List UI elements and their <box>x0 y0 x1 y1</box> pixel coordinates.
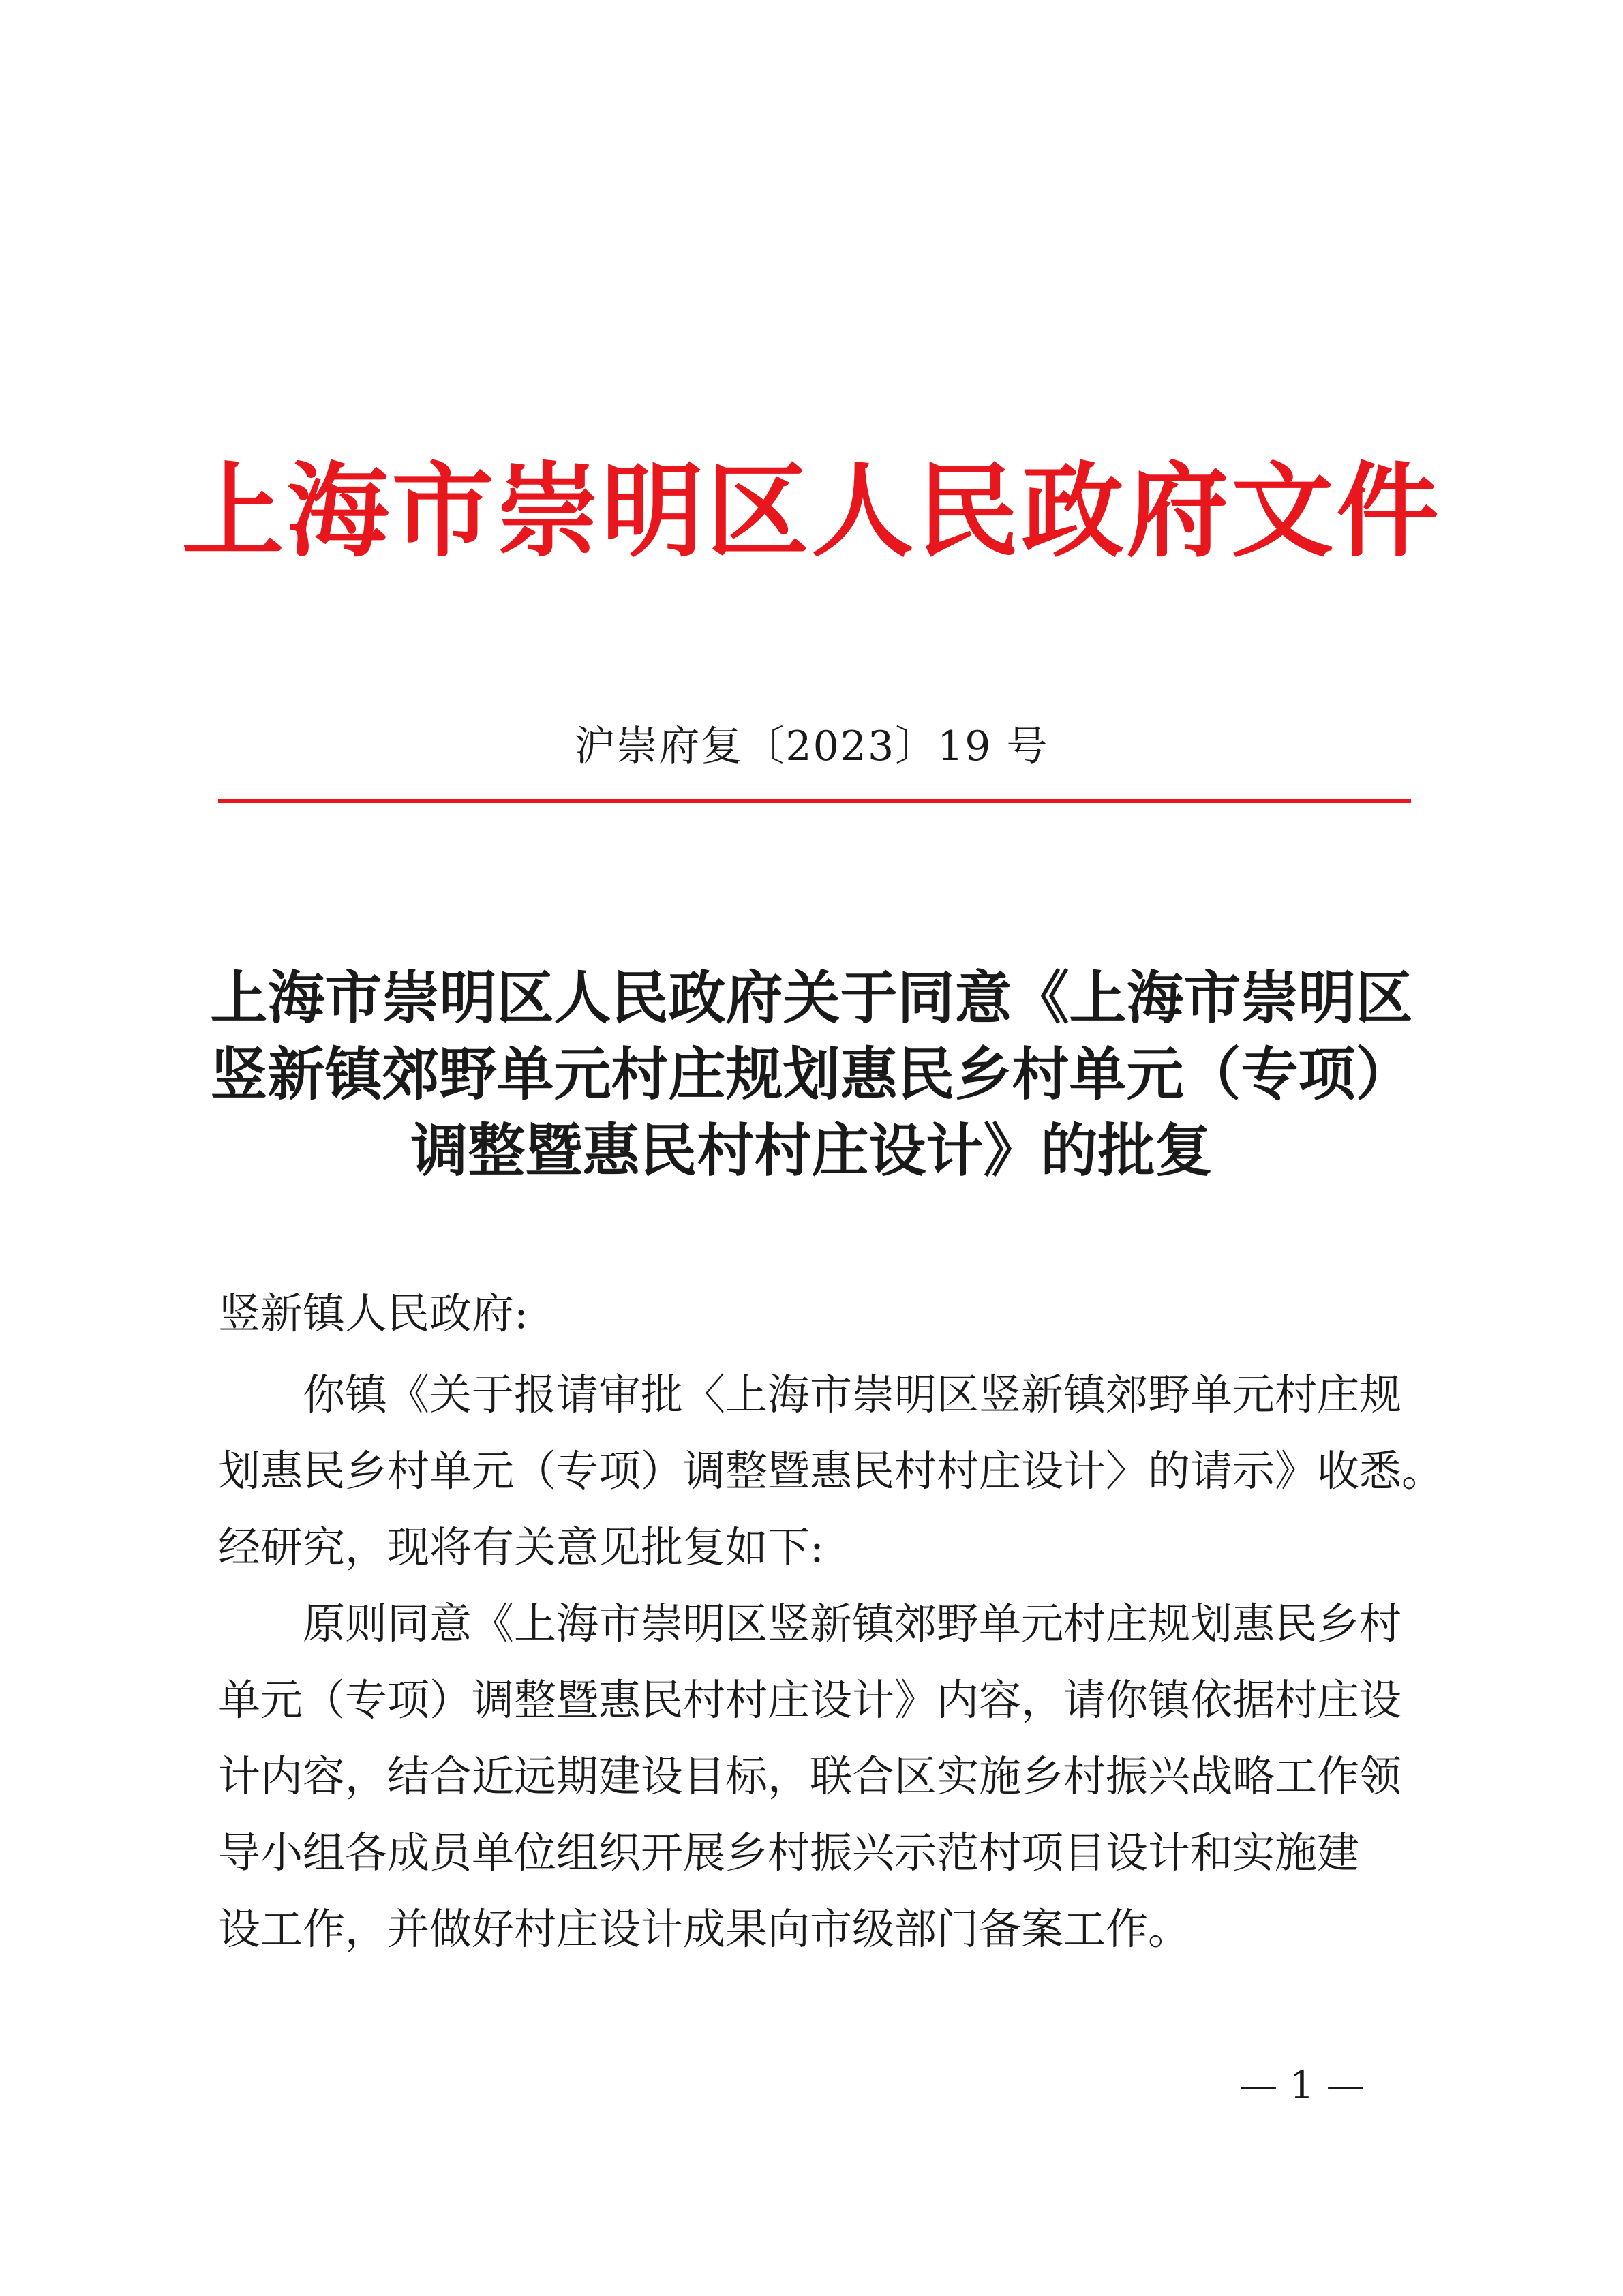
paragraph-line: 设工作，并做好村庄设计成果向市级部门备案工作。 <box>218 1904 1191 1954</box>
title-line: 调整暨惠民村村庄设计》的批复 <box>410 1117 1213 1184</box>
masthead-title: 上海市崇明区人民政府文件 <box>181 451 1442 571</box>
paragraph-1 <box>218 1357 1444 1586</box>
paragraph-line: 你镇《关于报请审批〈上海市崇明区竖新镇郊野单元村庄规 <box>303 1370 1402 1419</box>
red-divider-line <box>218 799 1411 803</box>
paragraph-line: 单元（专项）调整暨惠民村村庄设计》内容，请你镇依据村庄设 <box>218 1675 1402 1725</box>
paragraph-line: 导小组各成员单位组织开展乡村振兴示范村项目设计和实施建 <box>218 1828 1360 1877</box>
title-line: 上海市崇明区人民政府关于同意《上海市崇明区 <box>210 964 1413 1031</box>
salutation: 竖新镇人民政府: <box>218 1288 528 1338</box>
title-line: 竖新镇郊野单元村庄规划惠民乡村单元（专项） <box>210 1040 1413 1108</box>
paragraph-line: 划惠民乡村单元（专项）调整暨惠民村村庄设计〉的请示》收悉。 <box>218 1446 1444 1496</box>
page-number: — 1 — <box>1239 2064 1365 2108</box>
paragraph-line: 经研究，现将有关意见批复如下: <box>218 1522 824 1572</box>
paragraph-line: 原则同意《上海市崇明区竖新镇郊野单元村庄规划惠民乡村 <box>303 1599 1402 1648</box>
paragraph-2 <box>218 1586 1418 1967</box>
document-number: 沪崇府复〔2023〕19 号 <box>574 723 1049 770</box>
paragraph-line: 计内容，结合近远期建设目标，联合区实施乡村振兴战略工作领 <box>218 1751 1402 1801</box>
document-title <box>204 960 1419 1189</box>
